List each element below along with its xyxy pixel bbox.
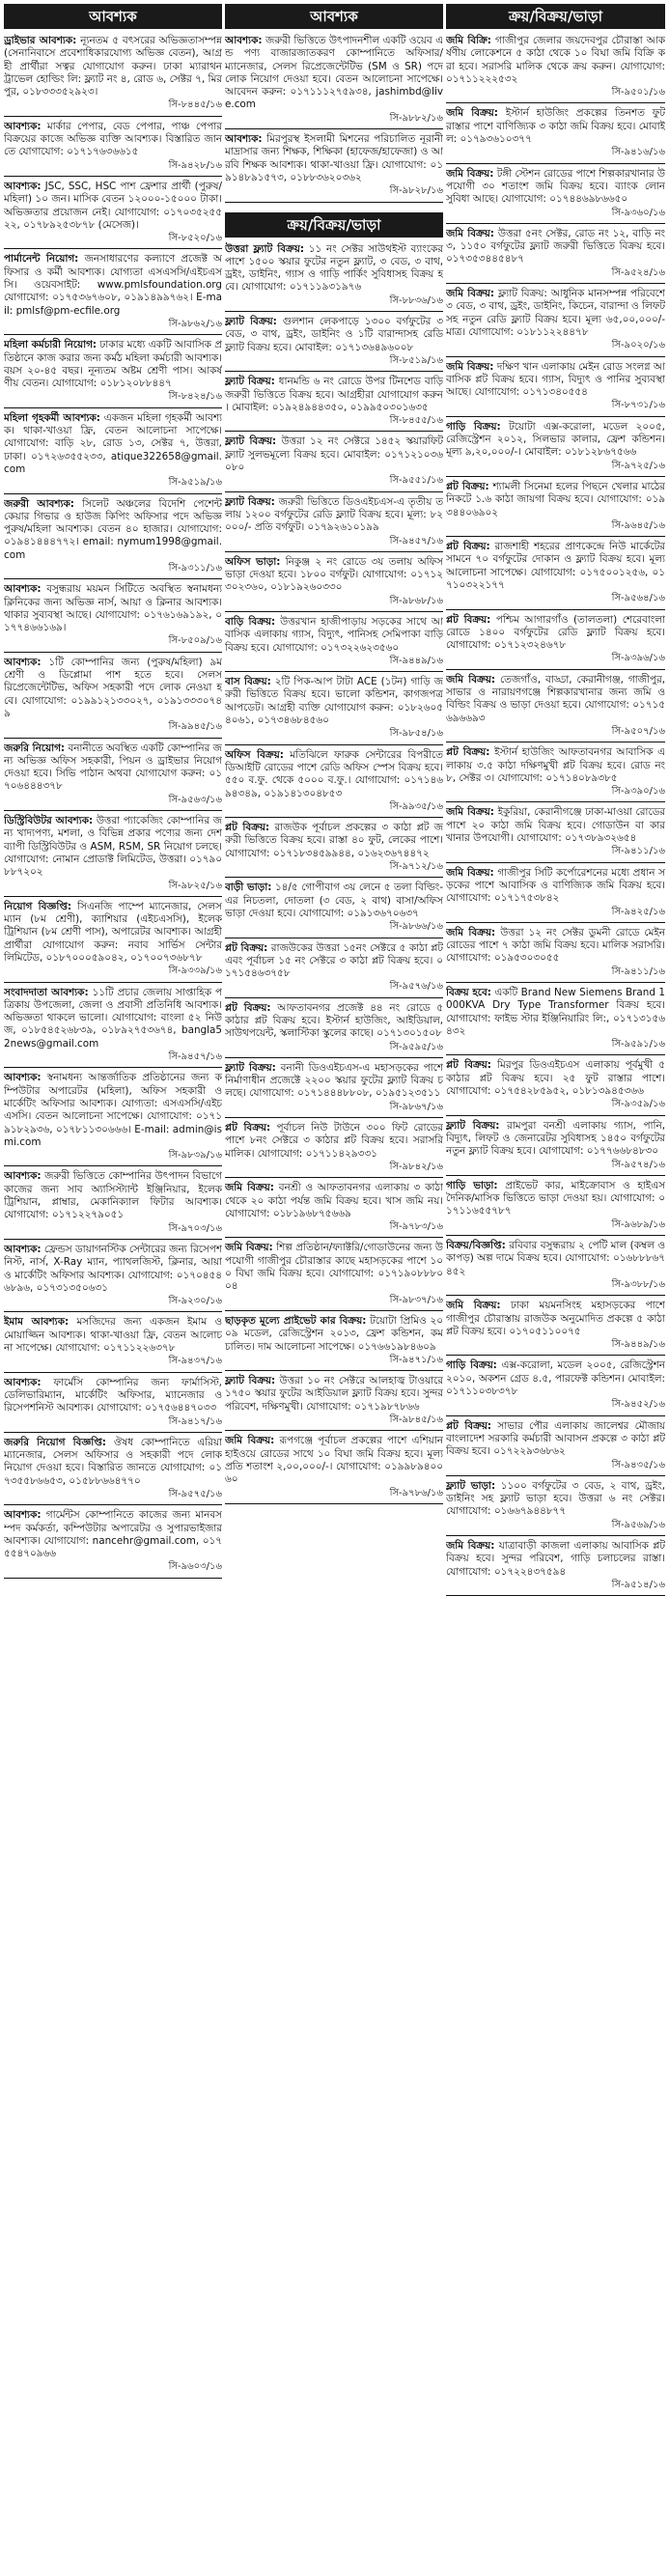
classified-ad	[446, 1358, 665, 1415]
classified-ad	[4, 1507, 222, 1578]
ad-body: বনানী ডিওএইচএস-এ মহাসড়কের পাশে নির্মাণাধীন প্রজেক্টে ২২০০ স্কয়ার ফুটের ফ্ল্যাট বিক্রয় চলছে। যোগাযোগ: ০১৭১৪৪৪৮৮০৮, ০১৯৫১২৩৫১১	[225, 1061, 443, 1100]
ad-body: ইকুরিয়া, কেরানীগঞ্জে ঢাকা-মাওয়া রোডের পাশে ২০ কাঠা জমি বিক্রয় হবে। গোডাউন বা কারখানার উপযোগী। যোগাযোগ: ০১৭৩৮৯৩২৬৫৪	[446, 806, 665, 845]
ad-code: সি-৯৮৩৯/১৬	[168, 1150, 222, 1162]
classified-ad	[446, 1057, 665, 1115]
classified-ad	[446, 612, 665, 670]
ad-code: সি-৯৫৬৪/১৬	[611, 593, 665, 604]
ad-code: সি-৯৩৮৮/১৬	[611, 1278, 665, 1290]
classified-ad	[446, 1538, 665, 1596]
ad-heading: আবশ্যক:	[4, 1376, 42, 1388]
ad-heading: প্লট বিক্রয়:	[225, 822, 270, 834]
ad-body: ১১ নং সেক্টর সাউথইস্ট ব্যাংকের পাশে ১৫০০ স্কয়ার ফুটের নতুন ফ্ল্যাট, ৩ বেড, ৩ বাথ, ড্রইং, ডাইনিং, গ্যাস ও গাড়ি পার্কিং সুবিধাসহ বিক্রয় হবে। যোগাযোগ: ০১৭১১৯৩১৯৭৬	[225, 242, 443, 294]
ad-body: উত্তরা ১২ নং সেক্টর ডুমনী রোডে মেইন রোডের পাশে ৭ কাঠা জমি বিক্রয় হবে। মালিক সরাসরি। যোগাযোগ: ০১৯৫৩০৩০৫৫	[446, 926, 665, 965]
ad-code: সি-৯৪১৬/১৬	[611, 147, 665, 158]
ad-code: সি-৯৫১৯/১৬	[168, 477, 222, 489]
classified-ad	[225, 1373, 443, 1431]
classified-ad	[446, 539, 665, 609]
ad-code: সি-৯৪৪৯/১৬	[389, 655, 443, 666]
ad-body: ধানমন্ডি ৬ নং রোডে উপর টিনশেড বাড়ি জরুরী ভিত্তিতে বিক্রয় হবে। আগ্রহীরা যোগাযোগ করুন। মোবাইল: ০১৯২৪৯৪৪৩৫০, ০১৯৯৫০৩০১৬৩৫	[225, 376, 443, 413]
ad-list	[4, 33, 222, 2568]
ad-heading: মহিলা কর্মচারী নিয়োগ:	[4, 339, 98, 351]
ad-code: সি-৯৮৬২/১৬	[168, 318, 222, 329]
ad-heading: পার্মানেন্ট নিয়োগ:	[4, 253, 79, 266]
classified-ad	[446, 1178, 665, 1236]
ad-heading: জমি বিক্রয়:	[446, 288, 495, 300]
ad-body: ১টি কোম্পানির জন্য (পুরুষ/মহিলা) ৯ম শ্রেণী ও ডিপ্লোমা পাশ হতে হবে। সেলস রিপ্রেজেন্টেটিভ, অফিস সহকারী পদে লোক নেওয়া হবে। যোগাযোগ: ০১৯৯১২১৩৩০২৭, ০১৯১৩৩৩০৭৪৯	[4, 656, 222, 719]
classified-ad	[225, 940, 443, 998]
ad-heading: ফ্ল্যাট ভাড়া:	[446, 1479, 496, 1492]
ad-body: শ্যামলী সিনেমা হলের পিছনে খেলার মাঠের নিকটে ১.৬ কাঠা জায়গা বিক্রয় হবে। যোগাযোগ: ০১৯৩৪৪০৬৯০২	[446, 480, 665, 518]
column-1	[4, 4, 222, 2568]
ad-body: গাজীপুর জেলার জয়দেবপুর চৌরাস্তা আকর্ষণীয় লোকেশনে ৫ কাঠা থেকে ১০ বিঘা জমি বিক্রি করা হবে। সরাসরি মালিক থেকে ক্রয় করুন। যোগাযোগ: ০১৭১১২২২৫৩২	[446, 35, 665, 85]
section-heading: আবশ্যক	[4, 4, 222, 29]
ad-code: সি-৯৫৫১/১৬	[389, 475, 443, 487]
ad-code: সি-৯৯৩৫/১৬	[389, 800, 443, 812]
ad-heading: জমি বিক্রয়:	[446, 806, 494, 819]
classified-ad	[446, 359, 665, 417]
classified-ad	[446, 419, 665, 477]
ad-heading: জরুরি নিয়োগ বিজ্ঞপ্তি:	[4, 1436, 106, 1448]
ad-body: ১১০০ বর্গফুটের ৩ বেড, ২ বাথ, ড্রইং, ডাইনিং সহ ফ্ল্যাট ভাড়া হবে। উত্তরা ৬ নং সেক্টর। যোগাযোগ: ০১৬৬৭৯৪৪৮৭৭	[446, 1479, 665, 1518]
ad-body: প্রাইভেট কার, মাইক্রোবাস ও হাইএস দৈনিক/মাসিক ভিত্তিতে ভাড়া দেওয়া হয়। যোগাযোগ: ০১৭১১৬৫৫৭৮৭	[446, 1179, 665, 1218]
classified-ad	[4, 1168, 222, 1239]
ad-heading: আবশ্যক:	[4, 1170, 42, 1183]
ad-heading: আবশ্যক:	[4, 656, 42, 668]
ad-heading: ফ্ল্যাট বিক্রয়:	[446, 1119, 500, 1132]
ad-body: ইস্টার্ন হাউজিং প্রকল্পের তিনশত ফুট রাস্তার পাশে বাণিজ্যিক ৩ কাঠা জমি বিক্রয় হবে। মোবাইল: ০১৭৯৩৬১০৩৭৭	[446, 107, 665, 146]
ad-heading: সংবাদদাতা আবশ্যক:	[4, 986, 89, 998]
ad-heading: আবশ্যক:	[225, 35, 263, 46]
classified-ad	[446, 1418, 665, 1476]
classified-ad	[225, 1180, 443, 1238]
ad-code: সি-৯৫২৪/১৬	[611, 266, 665, 278]
ad-heading: জমি বিক্রয়:	[446, 866, 494, 879]
ad-code: সি-৯৫০১/১৬	[611, 87, 665, 98]
ad-body: একজন মহিলা গৃহকর্মী আবশ্যক। থাকা-খাওয়া ফ্রি, বেতন আলোচনা সাপেক্ষে। যোগাযোগ: বাড়ি ২৮, রোড ১৩, সেক্টর ৭, উত্তরা, ঢাকা। ০১৭২৬৩৫৫২৩৩, atique322658@gmail.com	[4, 411, 222, 475]
ad-body: রাজউকের উত্তরা ১৫নং সেক্টরে ৫ কাঠা প্লট এবং পূর্বাচল ১৫ নং সেক্টরে ৩ কাঠা প্লট বিক্রয় হবে। ০১৭১৫৪৬৩৭৫৮	[225, 941, 443, 980]
ad-body: জনসাধারণের কল্যাণে প্রজেক্ট অফিসার ও কর্মী আবশ্যক। যোগ্যতা এসএসসি/এইচএসসি। ওয়েবসাইট: www.pmlsfoundation.org যোগাযোগ: ০১৭৫৩৬৭৬০৮, ০১৯১৪৯৯৭৬২। E-mail: pmlsf@pm-ecfile.org	[4, 253, 222, 317]
classified-ad	[446, 744, 665, 802]
classified-ad	[4, 33, 222, 117]
ad-code: সি-৮৪২৪/১৬	[168, 391, 222, 403]
ad-heading: জমি বিক্রয়:	[225, 1182, 274, 1194]
classified-ad	[225, 241, 443, 312]
ad-heading: বাড়ী ভাড়া:	[225, 882, 272, 894]
ad-body: দক্ষিণ খান এলাকায় মেইন রোড সংলগ্ন আবাসিক প্লট বিক্রয় হবে। গ্যাস, বিদ্যুৎ ও পানির সুব্যবস্থা আছে। যোগাযোগ: ০১৭১৩৪০৫৫৪	[446, 360, 665, 399]
ad-body: ১১টি প্রচার জেলায় সাপ্তাহিক পত্রিকায় উপজেলা, জেলা ও প্রবাসী প্রতিনিধি আবশ্যক। অভিজ্ঞতা থাকলে ভালো। যোগাযোগ: বাংলা ৫২ নিউজ, ০১৮৫৪৫২৬৮৩৯, ০১৮৯২৭৫৩৬৭৪, bangla52news@gmail.com	[4, 986, 222, 1050]
ad-heading: জমি বিক্রয়:	[446, 227, 494, 239]
ad-body: ফ্ল্যাট বিক্রয়: আধুনিক মানসম্পন্ন পরিবেশে ৩ বেড, ৩ বাথ, ড্রইং, ডাইনিং, কিচেন, বারান্দা ও লিফটসহ নতুন রেডি ফ্ল্যাট বিক্রয় হবে। মূল্য ৬৫,০০,০০০/- মাত্র। যোগাযোগ: ০১৮১১২২৪৪৭৮	[446, 288, 665, 338]
ad-heading: ছাড়কৃত মূল্যে প্রাইভেট কার বিক্রয়:	[225, 1314, 367, 1327]
classified-ad	[225, 1060, 443, 1118]
ad-heading: ড্রাইভার আবশ্যক:	[4, 35, 77, 46]
ad-body: রবিবার বসুন্ধরায় ২ পেটি মাল (কম্বল ও কাপড়) অল্প দামে বিক্রয় হবে। যোগাযোগ: ০১৬৮৮৮৬৭৪৫২	[446, 1240, 665, 1277]
ad-heading: প্লট বিক্রয়:	[446, 613, 491, 626]
ad-body: জরুরী ভিত্তিতে কোম্পানির উৎপাদন বিভাগে কাজের জন্য সাব অ্যাসিস্ট্যান্ট ইঞ্জিনিয়ার, ইলেকট্রিশিয়ান, প্লাম্বার, মেকানিক্যাল ফিটার আবশ্যক। যোগাযোগ: ০১৭১২২৭৯০৫১	[4, 1170, 222, 1221]
ad-body: রাজশাহী শহরের প্রাণকেন্দ্রে নিউ মার্কেটের সামনে ৭০ বর্গফুটের দোকান ও ফ্ল্যাট বিক্রয় হবে। মূল্য আলোচনা সাপেক্ষে। যোগাযোগ: ০১৭৫০০১২৫৬, ০১৭১০৩২২১৭৭	[446, 541, 665, 591]
classified-ad	[4, 1375, 222, 1433]
column-2	[225, 4, 443, 2568]
ad-body: সিএনজি পাম্পে ম্যানেজার, সেলসম্যান (৮ম শ্রেণী), ক্যাশিয়ার (এইচএসসি), ইলেকট্রিশিয়ান (৮ম শ্রেণী পাস), অপারেটর আবশ্যক। আগ্রহী প্রার্থীরা যোগাযোগ করুন: নবাব সার্ভিস সেন্টার লিমিটেড, ০১৮৭০০০৫৯০৪২, ০১৭০০৭৩৬৮৭৮	[4, 900, 222, 964]
ad-code: সি-৯৫৭৪/১৬	[611, 1159, 665, 1170]
ad-code: সি-৯৫৭৬/১৬	[389, 981, 443, 993]
ad-code: সি-৯৫০৭/১৬	[611, 725, 665, 737]
column-3	[446, 4, 665, 2568]
classified-ad	[4, 179, 222, 249]
ad-body: ঢাকার মধ্যে একটি আবাসিক প্রতিষ্ঠানে কাজ করার জন্য কর্মঠ মহিলা কর্মচারী আবশ্যক। বয়স ২০-৪৫ বছর। নূন্যতম অষ্টম শ্রেণী পাস। আকর্ষণীয় বেতন। যোগাযোগ: ০১৮১২০৮৮৪৪৭	[4, 339, 222, 390]
ad-code: সি-৯৬৪৫/১৬	[611, 519, 665, 531]
ad-code: সি-৯৪১১/১৬	[611, 846, 665, 857]
ad-heading: প্লট বিক্রয়:	[225, 1001, 271, 1014]
classified-ad	[446, 985, 665, 1055]
classified-ad	[225, 131, 443, 202]
ad-code: সি-৯৩৬০/১৬	[611, 207, 665, 218]
ad-code: সি-৯০২০/১৬	[611, 340, 665, 351]
ad-body: ১৪/৫ গোপীবাগ ৩য় লেনে ৫ তলা বিল্ডিং-এর নিচতলা, দোতলা (৩ বেড, ২ বাথ) বাসা/অফিস ভাড়া দেওয়া হবে। যোগাযোগ: ০১৯১৩৬৭০৬৩৭	[225, 882, 443, 919]
ad-heading: আবশ্যক:	[4, 583, 42, 596]
ad-heading: গাড়ি বিক্রয়:	[446, 420, 501, 433]
ad-code: সি-৯৪৭১/১৬	[389, 1354, 443, 1365]
ad-code: সি-৮৭৩১/১৬	[611, 400, 665, 411]
classified-ad	[225, 820, 443, 878]
ad-code: সি-৮৫২০/১৬	[168, 233, 222, 244]
ad-code: সি-৯৭২৫/১৬	[611, 460, 665, 471]
ad-heading: বিক্রয় হবে:	[446, 987, 491, 998]
ad-code: সি-৯৪৩৫/১৬	[611, 1459, 665, 1470]
ad-heading: প্লট বিক্রয়:	[446, 1419, 492, 1432]
classified-ad	[4, 337, 222, 407]
ad-code: সি-৯৮৪৫/১৬	[389, 1414, 443, 1426]
ad-body: ফ্রেন্ডস ডায়াগনস্টিক সেন্টারের জন্য রিসেপশনিস্ট, নার্স, X-Ray ম্যান, প্যাথলজিস্ট, ক্লিনার, আয়া ও মার্কেটিং অফিসার আবশ্যক। যোগাযোগ: ০১৭০৪৫৪৬৮৯৬, ০১৭৩১৩৫০৬৩১	[4, 1243, 222, 1294]
ad-heading: জমি বিক্রয়:	[446, 167, 494, 180]
ad-heading: আবশ্যক:	[225, 133, 263, 146]
ad-heading: ডিস্ট্রিবিউটর আবশ্যক:	[4, 815, 94, 827]
ad-list	[225, 241, 443, 2568]
ad-code: সি-৮৪৫৫/১৬	[389, 415, 443, 427]
classified-ad	[4, 1435, 222, 1505]
classified-ad	[4, 119, 222, 177]
ad-body: টঙ্গী স্টেশন রোডের পাশে শিল্পকারখানার উপযোগী ৩০ শতাংশ জমি বিক্রয় হবে। ব্যাংক লোন সুবিধা আছে। যোগাযোগ: ০১৭৪৪৬৯৮৬৬৫০	[446, 167, 665, 206]
ad-heading: অফিস বিক্রয়:	[225, 748, 284, 761]
ad-code: সি-৯৬৮৯/১৬	[611, 1218, 665, 1230]
classified-ad	[4, 813, 222, 897]
ad-body: JSC, SSC, HSC পাশ ফ্রেশার প্রার্থী (পুরুষ/মহিলা) ১০ জন। মাসিক বেতন ১২০০০-১৫০০০ টাকা। অভিজ্ঞতার প্রয়োজন নেই। যোগাযোগ: ০১৭০৩৫২৫৫২২, ০১৭৮৯২৫৩৮৭৮ (মেসেজ)।	[4, 180, 222, 231]
ad-code: সি-৯৮৬৮/১৬	[389, 595, 443, 606]
classified-ad	[4, 985, 222, 1069]
ad-body: বনশ্রী ও আফতাবনগর এলাকায় ৩ কাঠা থেকে ২০ কাঠা পর্যন্ত জমি বিক্রয় হবে। খাস জমি নয়। যোগাযোগ: ০১৮১৯৬৮৭৫৬৬৯	[225, 1182, 443, 1219]
ad-heading: জমি বিক্রয়:	[225, 1242, 273, 1254]
ad-code: সি-৯৪৫২/১৬	[611, 1399, 665, 1411]
ad-body: টয়োটা প্রিমিও ২০০৯ মডেল, রেজিস্ট্রেশন ২০১৩, ফ্রেশ কন্ডিশন, কম চালিত। দাম আলোচনা সাপেক্ষে। ০১৭৬৬১৯৮৪৬০৯	[225, 1314, 443, 1353]
ad-body: আফতাবনগর প্রজেক্ট ৪৪ নং রোডে ৫ কাঠার প্লট বিক্রয় হবে। ইস্টার্ন হাউজিং, আইডিয়াল, সাউথপয়েন্ট, স্কলাস্টিকা স্কুলের কাছে। ০১৭১৩০১৫০৮	[225, 1001, 443, 1040]
ad-heading: আবশ্যক:	[4, 1509, 42, 1522]
classified-ad	[446, 105, 665, 163]
classified-ad	[446, 925, 665, 983]
ad-heading: আবশ্যক:	[4, 1243, 42, 1255]
section-heading: ক্রয়/বিক্রয়/ভাড়া	[225, 212, 443, 238]
ad-code: সি-৯৪২৫/১৬	[611, 906, 665, 917]
classified-ad	[225, 494, 443, 552]
ad-code: সি-৮৮৩৬/১৬	[389, 294, 443, 306]
ad-heading: বিক্রয়/বিজ্ঞপ্তি:	[446, 1240, 506, 1252]
ad-heading: জমি বিক্রয়:	[446, 1300, 501, 1312]
classified-ad	[446, 166, 665, 224]
ad-heading: মহিলা গৃহকর্মী আবশ্যক:	[4, 411, 100, 424]
ad-code: সি-৯৮২৫/১৬	[168, 880, 222, 891]
ad-heading: বাড়ি বিক্রয়:	[225, 615, 276, 628]
classified-ad	[225, 614, 443, 672]
ad-body: উত্তরখান হাজীপাড়ায় সড়কের সাথে আবাসিক এলাকায় গ্যাস, বিদ্যুৎ, পানিসহ সেমিপাকা বাড়ি বিক্রয় হবে। যোগাযোগ: ০১৭৩২২৬২৩৫৬০	[225, 615, 443, 654]
ad-code: সি-৮৪৪৫/১৬	[168, 99, 222, 111]
ad-heading: অফিস ভাড়া:	[225, 555, 281, 568]
ad-body: তেজগাঁও, বাড্ডা, কেরানীগঞ্জ, গাজীপুর, সাভার ও নারায়ণগঞ্জে শিল্পকারখানার জন্য জমি ও বিল্ডিং বিক্রয় ও ভাড়া দেওয়া হবে। যোগাযোগ: ০১৭১৫৬৯৬৬৯৩	[446, 673, 665, 724]
ad-body: বসুন্ধরায় ময়মন সিটিতে অবস্থিত স্বনামধন্য ক্লিনিকের জন্য অভিজ্ঞ নার্স, আয়া ও ক্লিনার আবশ্যক। থাকার সুব্যবস্থা আছে। যোগাযোগ: ০১৭৬১৬৯১৯২, ০১৭৭৪৬৬১৬৯।	[4, 583, 222, 634]
ad-heading: প্লট বিক্রয়:	[225, 941, 268, 954]
ad-heading: গাড়ি বিক্রয়:	[446, 1359, 497, 1372]
ad-heading: প্লট বিক্রয়:	[225, 1122, 271, 1134]
ad-list	[446, 33, 665, 2568]
ad-code: সি-৯৮৮২/১৬	[389, 112, 443, 124]
ad-body: জরুরী ভিত্তিতে উৎপাদনশীল একটি ওয়েব এন্ড পণ্য বাজারজাতকরণ কোম্পানিতে অফিসার/ম্যানেজার, সেলস রিপ্রেজেন্টেটিভ (SM ও SR) পদে লোক নিয়োগ দেওয়া হবে। বেতন আলোচনা সাপেক্ষে। আবেদন করুন: ০১৭১১১২৭৫৯৩৪, jashimbd@live.com	[225, 35, 443, 111]
ad-code: সি-৯৮৫৪/১৬	[389, 728, 443, 740]
ad-body: পশ্চিম আগারগাঁও (তালতলা) শেরেবাংলা রোডে ১৪০০ বর্গফুটের রেডি ফ্ল্যাট বিক্রয় হবে। যোগাযোগ: ০১৭১২৩২৪৬৭৮	[446, 613, 665, 652]
classified-ad	[446, 1118, 665, 1176]
ad-code: সি-৯৮৬৭/১৬	[389, 1101, 443, 1112]
ad-heading: জমি বিক্রি:	[446, 35, 491, 46]
classified-ad	[225, 1433, 443, 1503]
section-heading: আবশ্যক	[225, 4, 443, 29]
ad-body: ইস্টার্ন হাউজিং আফতাবনগর আবাসিক এলাকায় ৩.৫ কাঠা দক্ষিণমুখী প্লট বিক্রয় হবে। রোড নং ৮, সেক্টর ৩। যোগাযোগ: ০১৭১৪০৮৯৩৮৫	[446, 746, 665, 784]
ad-body: ২টি পিক-আপ টাটা ACE (১টন) গাড়ি জরুরী ভিত্তিতে বিক্রয় হবে। ভালো কন্ডিশন, কাগজপত্র আপডেট। আগ্রহী ব্যক্তি যোগাযোগ করুন: ০১৮২৬০৫৪০৬১, ০১৭৩৪৬৮৪৫৬০	[225, 676, 443, 727]
ad-body: মিরপুর ডিওএইচএস এলাকায় পূর্বমুখী ৫ কাঠার প্লট বিক্রয় হবে। ২৫ ফুট রাস্তার পাশে। যোগাযোগ: ০১৭৫৪২৮৫৯৫২, ০১৮১৩৯৪৫৩৬৬	[446, 1059, 665, 1098]
classified-ad	[446, 1478, 665, 1536]
classified-ad	[446, 33, 665, 103]
ad-heading: ইমাম আবশ্যক:	[4, 1316, 70, 1329]
ad-heading: বাস বিক্রয়:	[225, 676, 271, 688]
ad-body: বনানীতে অবস্থিত একটি কোম্পানির জন্য অভিজ্ঞ অফিস সহকারী, পিয়ন ও ড্রাইভার নিয়োগ দেওয়া হবে। সিভি পাঠান অথবা যোগাযোগ করুন: ০১৭০৬৪৪৪৩৭৮	[4, 742, 222, 793]
ad-code: সি-৯৫১৪/১৬	[611, 1579, 665, 1590]
ad-heading: ফ্ল্যাট বিক্রয়:	[225, 376, 275, 388]
ad-code: সি-৯২৩০/১৬	[168, 1296, 222, 1307]
ad-body: টয়োটা এক্স-করোলা, মডেল ২০০৫, রেজিস্ট্রেশন ২০১২, সিলভার কালার, ফ্রেশ কন্ডিশন। মূল্য ৯,২০,০০০/-। মোবাইল: ০১৮১২৮৬৭৫৬৬	[446, 420, 665, 459]
ad-body: ফার্মেসি কোম্পানির জন্য ফার্মাসিস্ট, ডেলিভারিম্যান, মার্কেটিং অফিসার, ম্যানেজার ও রিসেপশনিস্ট আবশ্যক। যোগাযোগ: ০১৭৫৬৪৪৭০৩৩	[4, 1376, 222, 1414]
ad-heading: জমি বিক্রয়:	[446, 673, 496, 686]
ad-heading: জমি বিক্রয়:	[446, 107, 498, 120]
ad-code: সি-৯৬০৩/১৬	[168, 1561, 222, 1573]
ad-list	[225, 33, 443, 205]
classified-ad	[446, 672, 665, 742]
ad-body: রূপগঞ্জে পূর্বাচল প্রকল্পের পাশে এশিয়ান হাইওয়ে রোডের সাথে ১০ বিঘা জমি বিক্রয় হবে। মূল্য প্রতি শতাংশ ২,০০,০০০/-। যোগাযোগ: ০১৯৯৮৯৪০০৬০	[225, 1435, 443, 1486]
classified-ad	[225, 554, 443, 612]
classified-ad	[4, 1242, 222, 1312]
ad-body: ঔষধ কোম্পানিতে এরিয়া ম্যানেজার, সেলস অফিসার ও সহকারী পদে লোক নিয়োগ দেওয়া হবে। বিস্তারিত জানতে যোগাযোগ: ০১৭৩৫৫৮৬৬৫৩, ০১৫৮৮৬৬৪৭৭০	[4, 1436, 222, 1487]
ad-body: গার্মেন্টস কোম্পানিতে কাজের জন্য মানবসম্পদ কর্মকর্তা, কম্পিউটার অপারেটর ও সুপারভাইজার আবশ্যক। যোগাযোগ: nancehr@gmail.com, ০১৭৫৫৪৭০৯৬৬	[4, 1509, 222, 1560]
ad-code: সি-৯৮৩৭/১৬	[389, 1294, 443, 1305]
ad-code: সি-৯৫৬৩/১৬	[168, 794, 222, 805]
ad-code: সি-৯৩৩৯/১৬	[168, 966, 222, 977]
ad-code: সি-৯৮৬৬/১৬	[389, 921, 443, 933]
ad-code: সি-৯৫৯৫/১৬	[389, 1041, 443, 1052]
classified-ad	[4, 1070, 222, 1166]
ad-heading: জমি বিক্রয়:	[446, 360, 494, 373]
ad-body: উত্তরা ৫নং সেক্টর, রোড নং ১২, বাড়ি নং ৩, ১১৫০ বর্গফুটের ফ্ল্যাট জরুরী ভিত্তিতে বিক্রয় হবে। ০১৭৩৫৩৪৪৫৪৮৭	[446, 227, 665, 266]
classified-ad	[225, 374, 443, 432]
classified-ad	[4, 581, 222, 652]
ad-code: সি-৯৭৮৬/১৬	[389, 1487, 443, 1498]
ad-code: সি-৯৯৪৫/১৬	[168, 721, 222, 733]
ad-heading: প্লট বিক্রয়:	[446, 746, 490, 759]
ad-code: সি-৯৩৯০/১৬	[611, 786, 665, 798]
ad-code: সি-৯৪১১/১৬	[611, 966, 665, 977]
ad-body: মিরপুরস্থ ইসলামী মিশনের পরিচালিত নূরানী মাদ্রাসার জন্য শিক্ষক, শিক্ষিকা (হাফেজ/হাফেজা) ও আরবি শিক্ষক আবশ্যক। থাকা-খাওয়া ফ্রি। যোগাযোগ: ০১৯১৪৮৯১৫৭৩, ০১৮৮৩৬২০৩৬২	[225, 133, 443, 183]
ad-body: উত্তরা প্যাকেজিং কোম্পানির জন্য খাদ্যপণ্য, মশলা, ও বিভিন্ন প্রকার পণ্যের জন্য দেশব্যাপী ডিস্ট্রিবিউটর ও ASM, RSM, SR নিয়োগ চলছে। যোগাযোগ: নোমান প্রোডাক্ট লিমিটেড, উত্তরা। ০১৭৯০৮৮৭২০২	[4, 815, 222, 879]
ad-code: সি-৯৩৫৯/১৬	[611, 1099, 665, 1110]
classified-ad	[225, 1120, 443, 1178]
ad-heading: জমি বিক্রয়:	[225, 1435, 275, 1447]
ad-heading: ফ্ল্যাট বিক্রয়:	[225, 495, 275, 508]
classified-ad	[4, 1314, 222, 1372]
classified-ad	[225, 314, 443, 372]
classified-ad	[4, 496, 222, 580]
ad-heading: আবশ্যক:	[4, 180, 42, 192]
ad-heading: ফ্ল্যাট বিক্রয়:	[225, 316, 277, 328]
ad-heading: নিয়োগ বিজ্ঞপ্তি:	[4, 900, 72, 912]
classified-ad	[446, 804, 665, 862]
ad-code: সি-৯৪৫৭/১৬	[168, 1051, 222, 1063]
classified-ad	[4, 741, 222, 811]
section-heading: ক্রয়/বিক্রয়/ভাড়া	[446, 4, 665, 29]
classified-ad	[446, 865, 665, 923]
ad-heading: জমি বিক্রয়:	[446, 1539, 495, 1552]
ad-code: সি-৯৫৭৫/১৬	[168, 1488, 222, 1499]
ad-heading: জমি বিক্রয়:	[446, 926, 496, 938]
ad-body: নিকুঞ্জ ২ নং রোডে ৩য় তলায় অফিস ভাড়া দেওয়া হবে। ১৮০০ বর্গফুট। যোগাযোগ: ০১৭১২৩০২৩৬০, ০১৮১৯২৬০৩৩০	[225, 555, 443, 594]
ad-code: সি-৯৪৩৭/১৬	[168, 1356, 222, 1367]
ad-body: রাজউক পূর্বাচল প্রকল্পের ৩ কাঠা প্লট জরুরী ভিত্তিতে বিক্রয় হবে। রাস্তা ৪০ ফুট, লেকের পাশে। যোগাযোগ: ০১৭১৮৩৪৫৯৯৪৪, ০১৬২৩৬৭৪৪৭২	[225, 822, 443, 859]
ad-body: উত্তরা ১২ নং সেক্টরে ১৪৫২ স্কয়ারফিট ফ্ল্যাট সুলভমূল্যে বিক্রয় হবে। মোবাইল: ০১৭১২১০৩৬০৮০	[225, 435, 443, 474]
ad-code: সি-৯৪২৮/১৬	[168, 159, 222, 171]
classified-ad	[225, 880, 443, 938]
ad-heading: ফ্ল্যাট বিক্রয়:	[225, 1061, 276, 1074]
ad-heading: গাড়ি ভাড়া:	[446, 1179, 498, 1191]
ad-body: উত্তরা ১০ নং সেক্টরে আলহাজ্ব টাওয়ারে ১৭৫০ স্কয়ার ফুটের আইডিয়াল ফ্ল্যাট বিক্রয় হবে। সুন্দর পরিবেশ, দক্ষিণমুখী। যোগাযোগ: ০১৭১৯৮৭৮৬৬	[225, 1375, 443, 1413]
ad-heading: ফ্ল্যাট বিক্রয়:	[225, 435, 277, 448]
ad-heading: প্লট বিক্রয়:	[446, 480, 489, 492]
ad-body: মতিঝিলে ফারুক সেন্টারের বিপরীতে ডিআইটি রোডের পাশে রেডি অফিস স্পেস বিক্রয় হবে। ৫৫০ ব.ফু. থেকে ৫০০০ ব.ফু.। যোগাযোগ: ০১৭১৪৬৯৪৩৪৯, ০১৯১৪১৩০৪৮৫৩	[225, 748, 443, 799]
ad-heading: ফ্ল্যাট বিক্রয়:	[225, 1375, 276, 1387]
ad-code: সি-৯৫৯১/১৬	[611, 1039, 665, 1050]
ad-body: শিল্প প্রতিষ্ঠান/ফ্যাক্টরি/গোডাউনের জন্য উপযোগী গাজীপুর চৌরাস্তার কাছে মহাসড়কের পাশে ১০০ বিঘা জমি বিক্রয় হবে। যোগাযোগ: ০১৭১৯০৮৮৮০০৪	[225, 1242, 443, 1293]
classified-ad	[446, 1238, 665, 1296]
classified-ad	[225, 747, 443, 818]
ad-body: মসজিদের জন্য একজন ইমাম ও মোয়াজ্জিন আবশ্যক। থাকা-খাওয়া ফ্রি, বেতন আলোচনা সাপেক্ষে। যোগাযোগ: ০১৭১১২২৬৩৭৮	[4, 1316, 222, 1355]
classified-ad	[4, 655, 222, 739]
ad-code: সি-৯৪৪৯/১৬	[611, 1339, 665, 1351]
ad-code: সি-৯৮৪২/১৬	[389, 1161, 443, 1172]
ad-body: জরুরী ভিত্তিতে ডিওএইচএস-এ তৃতীয় তলায় ১২০০ বর্গফুটের রেডি ফ্ল্যাট বিক্রয় হবে। মূল্য: ৮২০০০/- প্রতি বর্গফুট। ০১৭৯২৬১০১৯৯	[225, 495, 443, 534]
ad-body: এক্স-করোলা, মডেল ২০০৫, রেজিস্ট্রেশন ২০১০, অকশন গ্রেড ৪.৫, পারফেক্ট কন্ডিশন। মোবাইল: ০১৭১১০৩৮৩৭৮	[446, 1359, 665, 1398]
classified-page	[4, 4, 665, 2568]
classified-ad	[446, 479, 665, 537]
classified-ad	[4, 251, 222, 335]
ad-heading: জরুরি নিয়োগ:	[4, 742, 66, 754]
classified-ad	[225, 674, 443, 744]
ad-heading: জরুরী আবশ্যক:	[4, 497, 74, 510]
ad-code: সি-৯৫৬৯/১৬	[611, 1519, 665, 1530]
ad-body: ন্যূনতম ৫ বৎসরের অভিজ্ঞতাসম্পন্ন (সেনানিবাসে প্রবেশাধিকারযোগ্য অভিজ্ঞ বেতন), আগ্রহী প্রার্থীরা সত্বর যোগাযোগ করুন। ঢাকা ম্যারাথন ট্রাভেল হোল্ডিং লি: ফ্ল্যাট নং ৪, রোড ৬, সেক্টর ৭, মিরপুর, ০১৮৩৩৩৫২৯২৩।	[4, 35, 222, 98]
classified-ad	[4, 899, 222, 983]
ad-code: সি-৮৫১৯/১৬	[389, 354, 443, 366]
ad-body: মার্কার পেপার, বেড পেপার, পাঞ্চ পেপার বিক্রয়ের কাজে অভিজ্ঞ ব্যক্তি আবশ্যক। বিস্তারিত জানতে যোগাযোগ: ০১৭১৭৬৩৬৬১৫	[4, 120, 222, 158]
ad-heading: আবশ্যক:	[4, 1072, 42, 1084]
ad-body: রামপুরা বনশ্রী এলাকায় গ্যাস, পানি, বিদ্যুৎ, লিফট ও জেনারেটর সুবিধাসহ ১৪৫০ বর্গফুটের নতুন ফ্ল্যাট বিক্রয় হবে। যোগাযোগ: ০১৭৭৬৬৮৪৮৩০	[446, 1119, 665, 1158]
classified-ad	[225, 1313, 443, 1371]
ad-body: পূর্বাচল নিউ টাউনে ৩০০ ফিট রোডের পাশে ৮নং সেক্টরে ৩ কাঠার প্লট বিক্রয় হবে। সরাসরি মালিক। যোগাযোগ: ০১৭১১৪২৯৩৩১	[225, 1122, 443, 1160]
ad-body: একটি Brand New Siemens Brand 1000KVA Dry Type Transformer বিক্রয় হবে। যোগাযোগ: ফাইভ স্টার ইঞ্জিনিয়ারিং লি:, ০১৭১৩১৫৬৪৩২	[446, 987, 665, 1037]
classified-ad	[225, 1000, 443, 1058]
ad-body: সিলেট অঞ্চলের বিদেশি পেশেন্ট কেয়ার গিভার ও হাউজ কিপিং অফিসার পদে অভিজ্ঞ পুরুষ/মহিলা আবশ্যক। বেতন ৪০ হাজার। যোগাযোগ: ০১৯৪১৪৪৪৭৭২। email: nymum1998@gmail.com	[4, 497, 222, 561]
ad-body: যাত্রাবাড়ী কাজলা এলাকায় আবাসিক প্লট বিক্রয় হবে। সুন্দর পরিবেশ, গাড়ি চলাচলের রাস্তা। যোগাযোগ: ০১৭২২৪৩৭৫৯৪	[446, 1539, 665, 1578]
ad-body: ঢাকা ময়মনসিংহ মহাসড়কের পাশে গাজীপুর চৌরাস্তায় রাজউক অনুমোদিত প্রকল্পে ৫ কাঠা প্লট বিক্রয় হবে। ০১৭০৫১১০০৭৫	[446, 1300, 665, 1337]
ad-code: সি-৯৪৫৭/১৬	[389, 535, 443, 546]
ad-heading: উত্তরা ফ্ল্যাট বিক্রয়:	[225, 242, 304, 255]
ad-body: গুলশান লেকপাড়ে ১৩০০ বর্গফুটের ৩ বেড, ৩ বাথ, ড্রইং, ডাইনিং ও ১টি বারান্দাসহ রেডি ফ্ল্যাট বিক্রয় হবে। মোবাইল: ০১৭১৩৬৪৯৬০০৮	[225, 316, 443, 353]
classified-ad	[225, 1240, 443, 1310]
ad-code: সি-৯৪১৭/১৬	[168, 1415, 222, 1427]
ad-code: সি-৯৩১১/১৬	[168, 562, 222, 574]
ad-heading: প্লট বিক্রয়:	[446, 541, 490, 553]
ad-code: সি-৯৭৮৩/১৬	[389, 1221, 443, 1233]
ad-code: সি-৯৮২৮/১৬	[389, 185, 443, 197]
ad-body: গাজীপুর সিটি কর্পোরেশনের মধ্যে প্রধান সড়কের পাশে আবাসিক ও বাণিজ্যিক জমি বিক্রয় হবে। যোগাযোগ: ০১৭১৭৫৩৮৪২	[446, 866, 665, 905]
ad-body: স্বনামধন্য আন্তর্জাতিক প্রতিষ্ঠানের জন্য কম্পিউটার অপারেটর (মহিলা), অফিস সহকারী ও মার্কেটিং অফিসার আবশ্যক। যোগ্যতা: এসএসসি/এইচএসসি। বেতন আলোচনা সাপেক্ষে। যোগাযোগ: ০১৭১৯১৮২৯৩৬, ০১৭৮১১৩০৬৬৬। E-mail: admin@ismi.com	[4, 1072, 222, 1148]
classified-ad	[4, 410, 222, 494]
classified-ad	[446, 226, 665, 284]
ad-code: সি-৯৭০৩/১৬	[168, 1222, 222, 1234]
classified-ad	[446, 286, 665, 356]
ad-code: সি-৯৭১২/১৬	[389, 861, 443, 873]
classified-ad	[446, 1298, 665, 1356]
ad-heading: প্লট বিক্রয়:	[446, 1059, 491, 1072]
classified-ad	[225, 33, 443, 129]
ad-body: সাভার পৌর এলাকায় জালেশ্বর মৌজায় বাংলাদেশ সরকারি কর্মচারী আবাসন প্রকল্পে ৩ কাঠা প্লট বিক্রয় হবে। ০১৭২২৯৩৬৮৬২	[446, 1419, 665, 1458]
ad-code: সি-৮৫০৯/১৬	[168, 635, 222, 647]
classified-ad	[225, 434, 443, 491]
ad-heading: আবশ্যক:	[4, 120, 42, 132]
ad-code: সি-৯৩৯৬/১৬	[611, 653, 665, 664]
